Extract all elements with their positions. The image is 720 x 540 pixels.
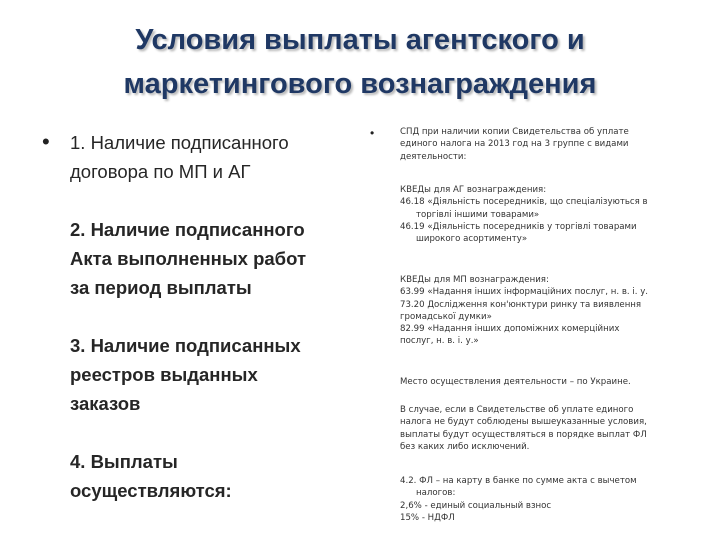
list-bullet: • bbox=[42, 129, 50, 154]
details-block-spd bbox=[400, 126, 700, 163]
condition-3-line-2: реестров выданных bbox=[70, 364, 258, 385]
details-line: послуг, н. в. і. у.» bbox=[400, 336, 479, 347]
details-line: налога не будут соблюдены вышеуказанные условия, bbox=[400, 417, 647, 428]
condition-3-line-1: 3. Наличие подписанных bbox=[70, 335, 301, 356]
details-line: громадської думки» bbox=[400, 311, 492, 322]
details-block-ag-kved bbox=[400, 184, 700, 245]
details-line: 63.99 «Надання інших інформаційних послуг, н. в. і. у. bbox=[400, 287, 649, 298]
condition-1-line-2: договора по МП и АГ bbox=[70, 161, 251, 182]
details-line: 46.18 «Діяльність посередників, що спеціалізуються в bbox=[400, 197, 648, 208]
condition-3-line-3: заказов bbox=[70, 393, 141, 414]
condition-item-2 bbox=[70, 215, 370, 302]
details-block-mp-kved bbox=[400, 274, 700, 348]
details-line: единого налога на 2013 год на 3 группе с видами bbox=[400, 139, 629, 150]
details-block-exception bbox=[400, 404, 700, 453]
details-line: 4.2. ФЛ – на карту в банке по сумме акта с вычетом bbox=[400, 476, 637, 486]
details-line: широкого асортименту» bbox=[416, 234, 528, 245]
details-line: без каких либо исключений. bbox=[400, 441, 530, 452]
details-line: 82.99 «Надання інших допоміжних комерційних bbox=[400, 324, 620, 335]
condition-item-1 bbox=[70, 128, 370, 186]
details-block-fl-card bbox=[400, 475, 700, 524]
details-line: 15% - НДФЛ bbox=[400, 512, 455, 523]
condition-2-line-3: за период выплаты bbox=[70, 277, 252, 298]
condition-4-line-1: 4. Выплаты bbox=[70, 451, 178, 472]
details-line: В случае, если в Свидетельстве об уплате единого bbox=[400, 405, 634, 415]
condition-item-3 bbox=[70, 331, 370, 418]
details-line: КВЕДы для МП вознаграждения: bbox=[400, 275, 549, 285]
details-line: выплаты будут осуществляться в порядке выплат ФЛ bbox=[400, 429, 647, 440]
details-line: 73.20 Дослідження кон'юнктури ринку та виявлення bbox=[400, 299, 642, 310]
condition-2-line-2: Акта выполненных работ bbox=[70, 248, 307, 269]
details-line: СПД при наличии копии Свидетельства об уплате bbox=[400, 127, 629, 137]
details-line: деятельности: bbox=[400, 151, 467, 162]
details-line: 46.19 «Діяльність посередників у торгівлі товарами bbox=[400, 221, 637, 232]
details-line: налогов: bbox=[416, 488, 456, 499]
title-line-2: маркетингового вознаграждения bbox=[123, 68, 597, 100]
condition-item-4 bbox=[70, 447, 370, 505]
condition-1-line-1: 1. Наличие подписанного bbox=[70, 132, 289, 153]
details-line: Место осуществления деятельности – по Украине. bbox=[400, 377, 631, 387]
condition-4-line-2: осуществляются: bbox=[70, 480, 232, 501]
condition-2-line-1: 2. Наличие подписанного bbox=[70, 219, 305, 240]
details-block-location bbox=[400, 376, 700, 388]
details-bullet: • bbox=[370, 126, 375, 140]
details-line: торгівлі іншими товарами» bbox=[416, 209, 540, 220]
details-line: 2,6% - единый социальный взнос bbox=[400, 500, 552, 511]
details-line: КВЕДы для АГ вознаграждения: bbox=[400, 185, 547, 195]
title-line-1: Условия выплаты агентского и bbox=[135, 24, 585, 56]
slide-title bbox=[20, 18, 700, 106]
